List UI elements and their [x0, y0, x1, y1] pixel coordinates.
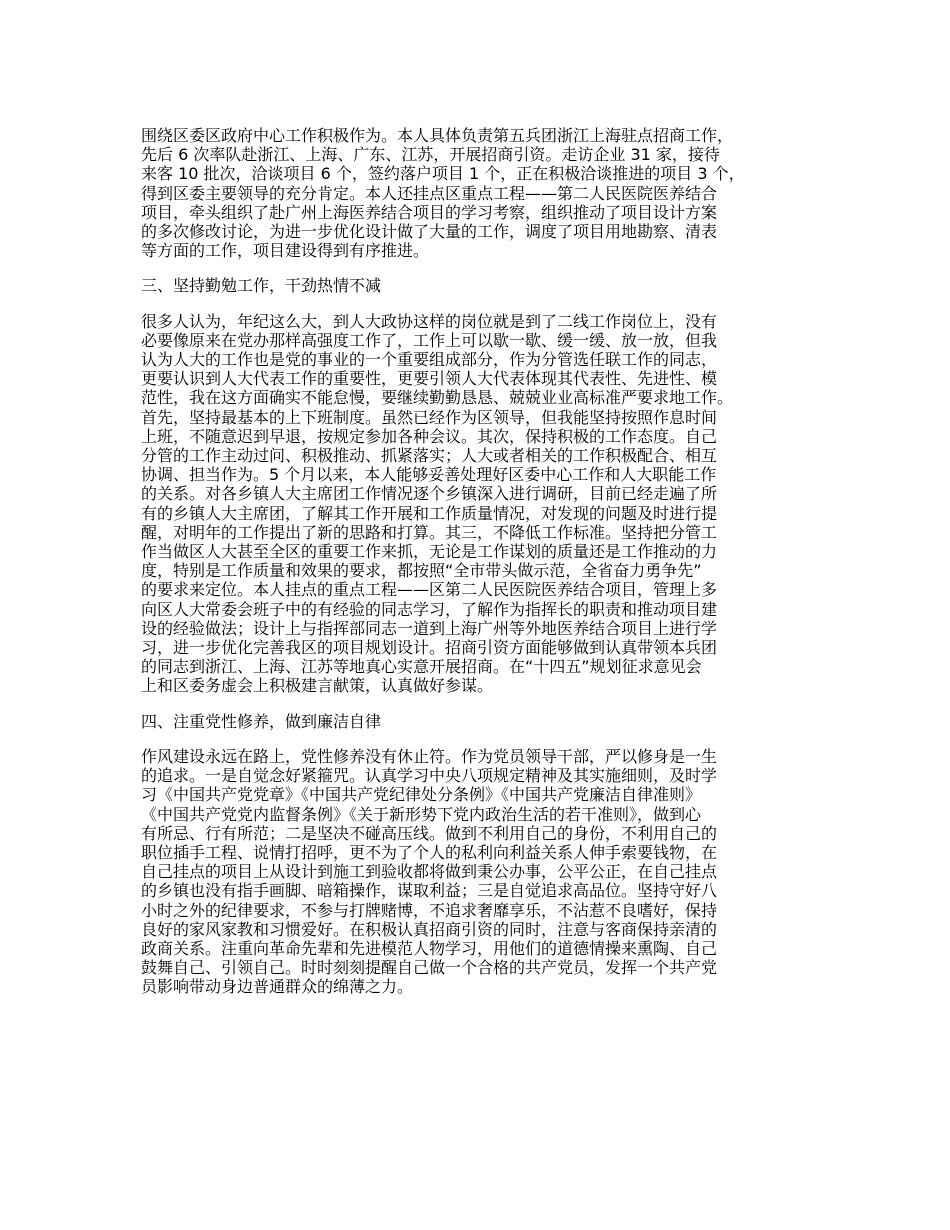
paragraph-party-discipline: 作风建设永远在路上，党性修养没有休止符。作为党员领导干部，严以修身是一生 的追求。一是自觉念好紧箍咒。认真学习中央八项规定精神及其实施细则，及时学 习《中国共产党党章》《中国共产党纪律处分条例》《中国共产党廉洁自律准则》 《中国共产党党内监督条例》《关于新形势下党内政治生活的若干准则》，做到心 有所忌、行有所范；二是坚决不碰高压线。做到不利用自己的身份，不利用自己的 职位插手工程、说情打招呼，更不为了个人的私利向利益关系人伸手索要钱物，在 自己挂点的项目上从设计到施工到验收都将做到秉公办事，公平公正，在自己挂点 的乡镇也没有指手画脚、暗箱操作，谋取利益；三是自觉追求高品位。坚持守好八 小时之外的纪律要求，不参与打牌赌博，不追求奢靡享乐，不沾惹不良嗜好，保持 良好的家风家教和习惯爱好。在积极认真招商引资的同时，注意与客商保持亲清的 政商关系。注重向革命先辈和先进模范人物学习，用他们的道德情操来熏陶、自己 鼓舞自己、引领自己。时时刻刻提醒自己做一个合格的共产党员，发挥一个共产党 员影响带动身边普通群众的绵薄之力。	[141, 746, 718, 997]
paragraph-investment-work: 围绕区委区政府中心工作积极作为。本人具体负责第五兵团浙江上海驻点招商工作， 先后 6 次率队赴浙江、上海、广东、江苏，开展招商引资。走访企业 31 家，接待 来客 10 批次，洽谈项目 6 个，签约落户项目 1 个，正在积极洽谈推进的项目 3 个， 得到区委主要领导的充分肯定。本人还挂点区重点工程——第二人民医院医养结合 项目，牵头组织了赴广州上海医养结合项目的学习考察，组织推动了项目设计方案 的多次修改讨论，为进一步优化设计做了大量的工作，调度了项目用地勘察、清表 等方面的工作，项目建设得到有序推进。	[141, 126, 745, 261]
paragraph-diligent-work: 很多人认为，年纪这么大，到人大政协这样的岗位就是到了二线工作岗位上，没有 必要像原来在党办那样高强度工作了，工作上可以歇一歇、缓一缓、放一放，但我 认为人大的工作也是党的事业的一个重要组成部分，作为分管选任联工作的同志， 更要认识到人大代表工作的重要性，更要引领人大代表体现其代表性、先进性、模 范性，我在这方面确实不能怠慢，要继续勤勤恳恳、兢兢业业高标准严要求地工作。 首先，坚持最基本的上下班制度。虽然已经作为区领导，但我能坚持按照作息时间 上班，不随意迟到早退，按规定参加各种会议。其次，保持积极的工作态度。自己 分管的工作主动过问、积极推动、抓紧落实；人大或者相关的工作积极配合、相互 协调、担当作为。5 个月以来，本人能够妥善处理好区委中心工作和人大职能工作 的关系。对各乡镇人大主席团工作情况逐个乡镇深入进行调研，目前已经走遍了所 有的乡镇人大主席团，了解其工作开展和工作质量情况，对发现的问题及时进行提 醒，对明年的工作提出了新的思路和打算。其三，不降低工作标准。坚持把分管工 作当做区人大甚至全区的重要工作来抓，无论是工作谋划的质量还是工作推动的力 度，特别是工作质量和效果的要求，都按照“全市带头做示范，全省奋力勇争先” 的要求来定位。本人挂点的重点工程——区第二人民医院医养结合项目，管理上多 向区人大常委会班子中的有经验的同志学习，了解作为指挥长的职责和推动项目建 设的经验做法；设计上与指挥部同志一道到上海广州等外地医养结合项目上进行学 习，进一步优化完善我区的项目规划设计。招商引资方面能够做到认真带领本兵团 的同志到浙江、上海、江苏等地真心实意开展招商。在“十四五”规划征求意见会 上和区委务虚会上积极建言献策，认真做好参谋。	[141, 311, 734, 696]
section-heading-diligent-work: 三、坚持勤勉工作，干劲热情不减	[141, 276, 382, 296]
section-heading-party-discipline: 四、注重党性修养，做到廉洁自律	[141, 711, 382, 731]
document-page	[141, 126, 813, 1013]
